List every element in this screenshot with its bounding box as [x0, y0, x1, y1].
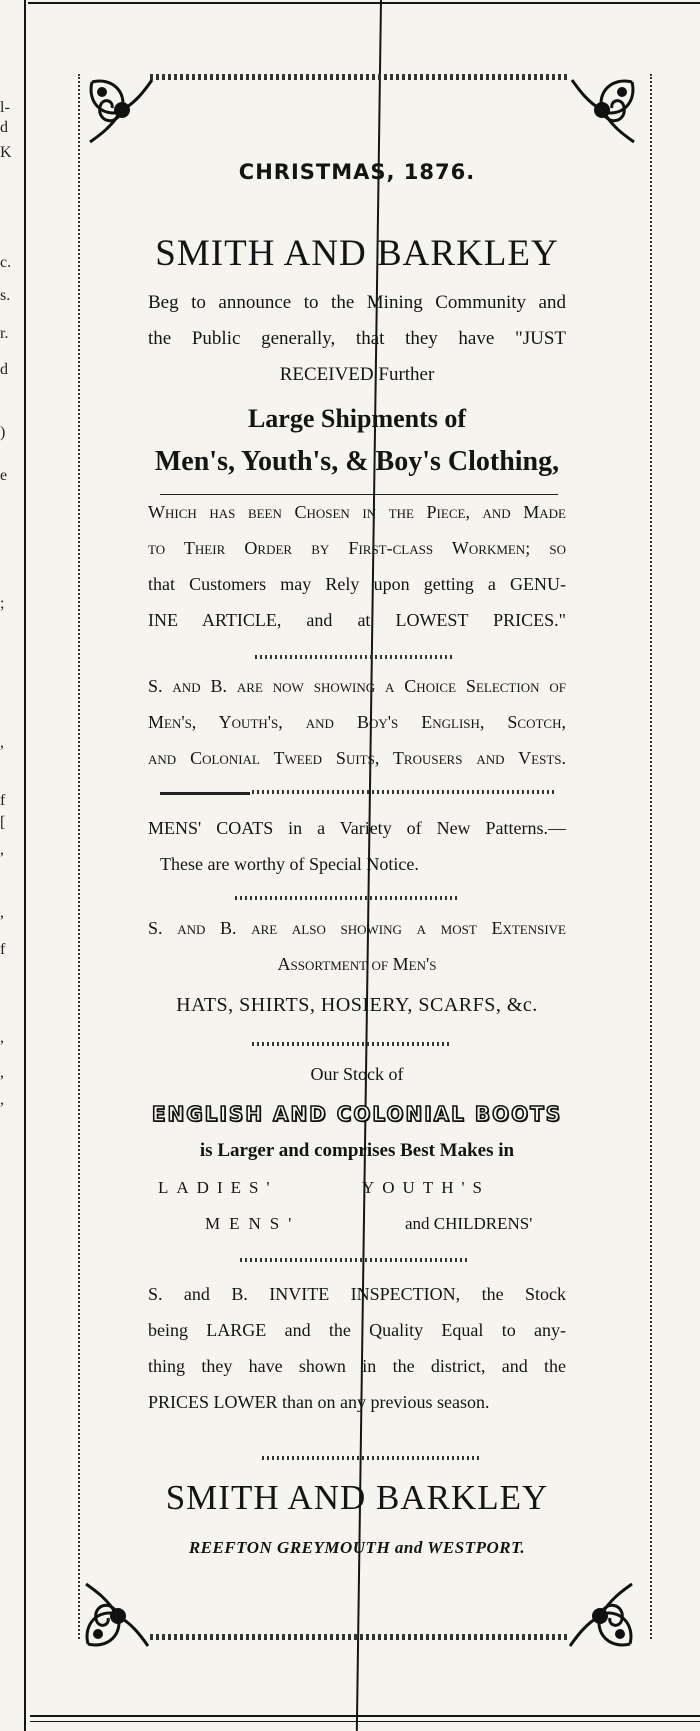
body-line	[148, 818, 566, 839]
wavy-divider	[262, 1456, 482, 1460]
divider-rule	[160, 792, 250, 795]
boots-heading: ENGLISH AND COLONIAL BOOTS	[151, 1102, 563, 1126]
wavy-divider	[252, 1042, 452, 1046]
body-line	[148, 502, 566, 523]
footer-firm-name: SMITH AND BARKLEY	[165, 1478, 549, 1517]
body-line	[148, 748, 566, 769]
corner-ornament-top-left	[82, 72, 162, 152]
body-line	[148, 918, 566, 939]
intro-line: RECEIVED Further	[279, 364, 435, 385]
body-line-text: S. and B. INVITE INSPECTION, the Stock	[148, 1284, 566, 1304]
body-line	[148, 1392, 566, 1413]
boots-col-1b: MENS'	[205, 1214, 301, 1233]
intro-line-text: Beg to announce to the Mining Community and	[148, 292, 566, 313]
wavy-divider	[252, 790, 557, 794]
body-line-text: and Colonial Tweed Suits, Trousers and Vests.	[148, 748, 566, 768]
body-line-text: INE ARTICLE, and at LOWEST PRICES."	[148, 610, 566, 630]
body-line-text: that Customers may Rely upon getting a GENU-	[148, 574, 566, 594]
margin-fragment: ;	[0, 595, 5, 612]
body-line	[148, 1320, 566, 1341]
top-column-rule	[28, 2, 700, 4]
body-line: Assortment of Men's	[277, 954, 437, 974]
firm-name-heading: SMITH AND BARKLEY	[155, 233, 559, 274]
body-line: Our Stock of	[310, 1064, 404, 1084]
intro-line-text: the Public generally, that they have "JUST	[148, 328, 566, 349]
date-heading: CHRISTMAS, 1876.	[238, 160, 476, 184]
corner-ornament-bottom-right	[560, 1574, 640, 1654]
boots-col-2b: and CHILDRENS'	[405, 1214, 533, 1233]
body-line-text: S. and B. are now showing a Choice Selection of	[148, 676, 566, 696]
body-line	[148, 676, 566, 697]
margin-fragment: f	[0, 792, 6, 809]
corner-ornament-top-right	[562, 72, 642, 152]
margin-fragment: [	[0, 814, 6, 831]
corner-ornament-bottom-left	[78, 1574, 158, 1654]
body-line	[148, 1284, 566, 1305]
margin-fragment: c.	[0, 254, 12, 271]
margin-fragment: ,	[0, 1064, 4, 1081]
ad-border-bottom	[150, 1634, 570, 1640]
bottom-rule-2	[30, 1721, 700, 1722]
body-line-text: These are worthy of Special Notice.	[160, 854, 419, 874]
margin-fragment: s.	[0, 287, 11, 304]
body-line	[148, 712, 566, 733]
clothing-heading: Men's, Youth's, & Boy's Clothing,	[154, 446, 560, 477]
margin-fragment: d	[0, 119, 8, 136]
body-line-text: MENS' COATS in a Variety of New Patterns.—	[148, 818, 566, 838]
wavy-divider	[235, 896, 460, 900]
body-line	[148, 574, 566, 595]
page-left-edge-line	[24, 0, 26, 1731]
margin-fragment: ,	[0, 904, 4, 921]
intro-line	[148, 328, 566, 350]
body-line	[148, 538, 566, 559]
margin-fragment: f	[0, 941, 6, 958]
body-line-text: to Their Order by First-class Workmen; so	[148, 538, 566, 558]
margin-fragment: e	[0, 467, 8, 484]
intro-line	[148, 292, 566, 314]
wavy-divider	[240, 1258, 470, 1262]
body-line	[148, 1356, 566, 1377]
body-line-text: Men's, Youth's, and Boy's English, Scotch,	[148, 712, 566, 732]
footer-locations: REEFTON GREYMOUTH and WESTPORT.	[188, 1538, 526, 1557]
margin-fragment: d	[0, 361, 8, 378]
body-line: is Larger and comprises Best Makes in	[199, 1140, 515, 1161]
boots-col-2a: YOUTH'S	[362, 1178, 491, 1197]
body-line	[148, 854, 578, 875]
margin-fragment: K	[0, 144, 12, 161]
margin-fragment: )	[0, 424, 6, 441]
margin-fragment: ,	[0, 841, 4, 858]
body-line-text: thing they have shown in the district, and the	[148, 1356, 566, 1376]
margin-fragment: ,	[0, 1029, 4, 1046]
body-line	[148, 610, 566, 631]
body-line-text: being LARGE and the Quality Equal to any-	[148, 1320, 566, 1340]
shipments-line: Large Shipments of	[247, 404, 467, 433]
margin-fragment: l-	[0, 99, 10, 116]
wavy-divider	[255, 655, 455, 659]
body-line-text: Which has been Chosen in the Piece, and Made	[148, 502, 566, 522]
body-line-text: PRICES LOWER than on any previous season.	[148, 1392, 490, 1412]
body-line-text: S. and B. are also showing a most Extensive	[148, 918, 566, 938]
margin-fragment: ,	[0, 1091, 4, 1108]
hats-line: HATS, SHIRTS, HOSIERY, SCARFS, &c.	[176, 994, 538, 1016]
boots-col-1a: LADIES'	[158, 1178, 278, 1197]
bottom-rule-1	[30, 1715, 700, 1717]
ad-border-top	[150, 74, 570, 80]
margin-fragment: r.	[0, 325, 9, 342]
margin-fragment: ,	[0, 734, 4, 751]
divider-rule	[160, 494, 558, 495]
